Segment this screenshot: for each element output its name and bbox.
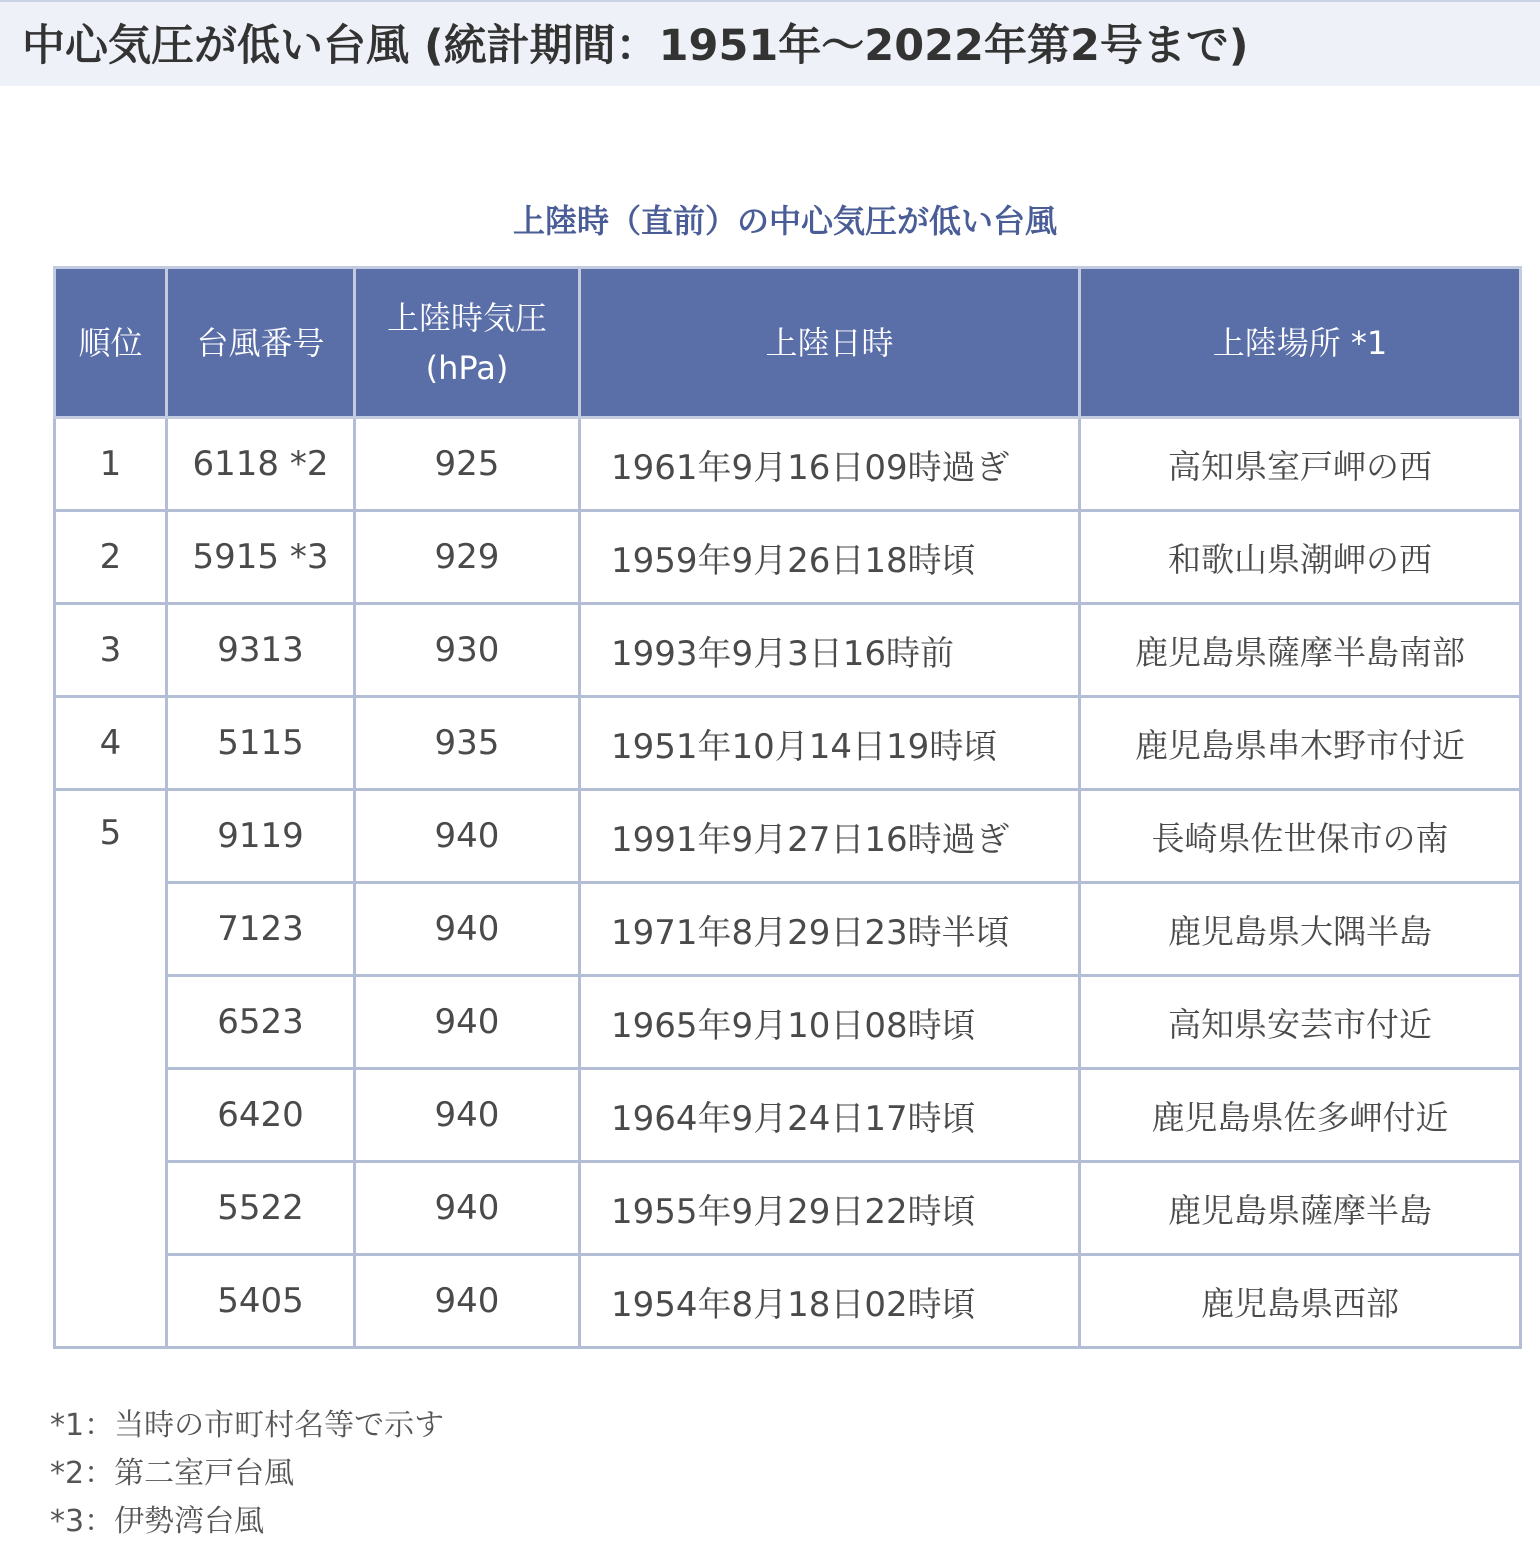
cell-datetime: 1964年9月24日17時頃: [580, 1069, 1080, 1162]
header-pressure-line1: 上陸時気圧: [386, 298, 547, 337]
cell-datetime: 1971年8月29日23時半頃: [580, 883, 1080, 976]
table-row: [55, 604, 1521, 697]
cell-place: 高知県安芸市付近: [1080, 976, 1521, 1069]
header-pressure-unit: (hPa): [425, 348, 509, 387]
cell-datetime: 1955年9月29日22時頃: [580, 1162, 1080, 1255]
table-caption: 上陸時（直前）の中心気圧が低い台風: [512, 202, 1057, 240]
table-row: [55, 418, 1521, 511]
table-row: [55, 976, 1521, 1069]
footnote-2: *2：第二室戸台風: [50, 1456, 295, 1491]
cell-rank: 5: [55, 790, 167, 1348]
cell-pressure: 930: [355, 604, 580, 697]
header-landfall-pressure: [355, 268, 580, 418]
cell-place: 鹿児島県大隅半島: [1080, 883, 1521, 976]
page-title: 中心気圧が低い台風 (統計期間：1951年～2022年第2号まで): [22, 21, 1249, 71]
cell-datetime: 1959年9月26日18時頃: [580, 511, 1080, 604]
title-bar: [0, 0, 1540, 86]
cell-datetime: 1951年10月14日19時頃: [580, 697, 1080, 790]
cell-typhoon-number: 5115: [167, 697, 355, 790]
cell-rank: 4: [55, 697, 167, 790]
table-row: [55, 1069, 1521, 1162]
cell-datetime: 1965年9月10日08時頃: [580, 976, 1080, 1069]
cell-pressure: 940: [355, 883, 580, 976]
cell-typhoon-number: 6118 *2: [167, 418, 355, 511]
cell-rank: 1: [55, 418, 167, 511]
table-header-row: [55, 268, 1521, 418]
cell-typhoon-number: 5405: [167, 1255, 355, 1348]
cell-place: 鹿児島県薩摩半島: [1080, 1162, 1521, 1255]
cell-place: 鹿児島県串木野市付近: [1080, 697, 1521, 790]
cell-datetime: 1993年9月3日16時前: [580, 604, 1080, 697]
cell-pressure: 929: [355, 511, 580, 604]
table-row: [55, 883, 1521, 976]
footnotes: [50, 1402, 444, 1546]
table-row: [55, 1162, 1521, 1255]
cell-pressure: 940: [355, 976, 580, 1069]
cell-typhoon-number: 6523: [167, 976, 355, 1069]
table-row: [55, 790, 1521, 883]
cell-place: 和歌山県潮岬の西: [1080, 511, 1521, 604]
cell-datetime: 1961年9月16日09時過ぎ: [580, 418, 1080, 511]
cell-typhoon-number: 9119: [167, 790, 355, 883]
header-landfall-place: 上陸場所 *1: [1080, 268, 1521, 418]
cell-pressure: 935: [355, 697, 580, 790]
cell-pressure: 940: [355, 1069, 580, 1162]
cell-datetime: 1991年9月27日16時過ぎ: [580, 790, 1080, 883]
cell-place: 高知県室戸岬の西: [1080, 418, 1521, 511]
cell-typhoon-number: 7123: [167, 883, 355, 976]
cell-pressure: 925: [355, 418, 580, 511]
table-row: [55, 1255, 1521, 1348]
cell-typhoon-number: 6420: [167, 1069, 355, 1162]
table-row: [55, 511, 1521, 604]
cell-typhoon-number: 5915 *3: [167, 511, 355, 604]
header-landfall-datetime: 上陸日時: [580, 268, 1080, 418]
cell-place: 鹿児島県西部: [1080, 1255, 1521, 1348]
footnote-3: *3：伊勢湾台風: [50, 1504, 265, 1539]
cell-pressure: 940: [355, 790, 580, 883]
footnote-1: *1：当時の市町村名等で示す: [50, 1408, 445, 1443]
cell-place: 鹿児島県薩摩半島南部: [1080, 604, 1521, 697]
cell-pressure: 940: [355, 1255, 580, 1348]
cell-pressure: 940: [355, 1162, 580, 1255]
table-row: [55, 697, 1521, 790]
cell-place: 長崎県佐世保市の南: [1080, 790, 1521, 883]
cell-datetime: 1954年8月18日02時頃: [580, 1255, 1080, 1348]
typhoon-pressure-table: [53, 266, 1522, 1349]
cell-typhoon-number: 5522: [167, 1162, 355, 1255]
cell-place: 鹿児島県佐多岬付近: [1080, 1069, 1521, 1162]
header-rank: 順位: [55, 268, 167, 418]
cell-typhoon-number: 9313: [167, 604, 355, 697]
header-typhoon-number: 台風番号: [167, 268, 355, 418]
cell-rank: 2: [55, 511, 167, 604]
cell-rank: 3: [55, 604, 167, 697]
